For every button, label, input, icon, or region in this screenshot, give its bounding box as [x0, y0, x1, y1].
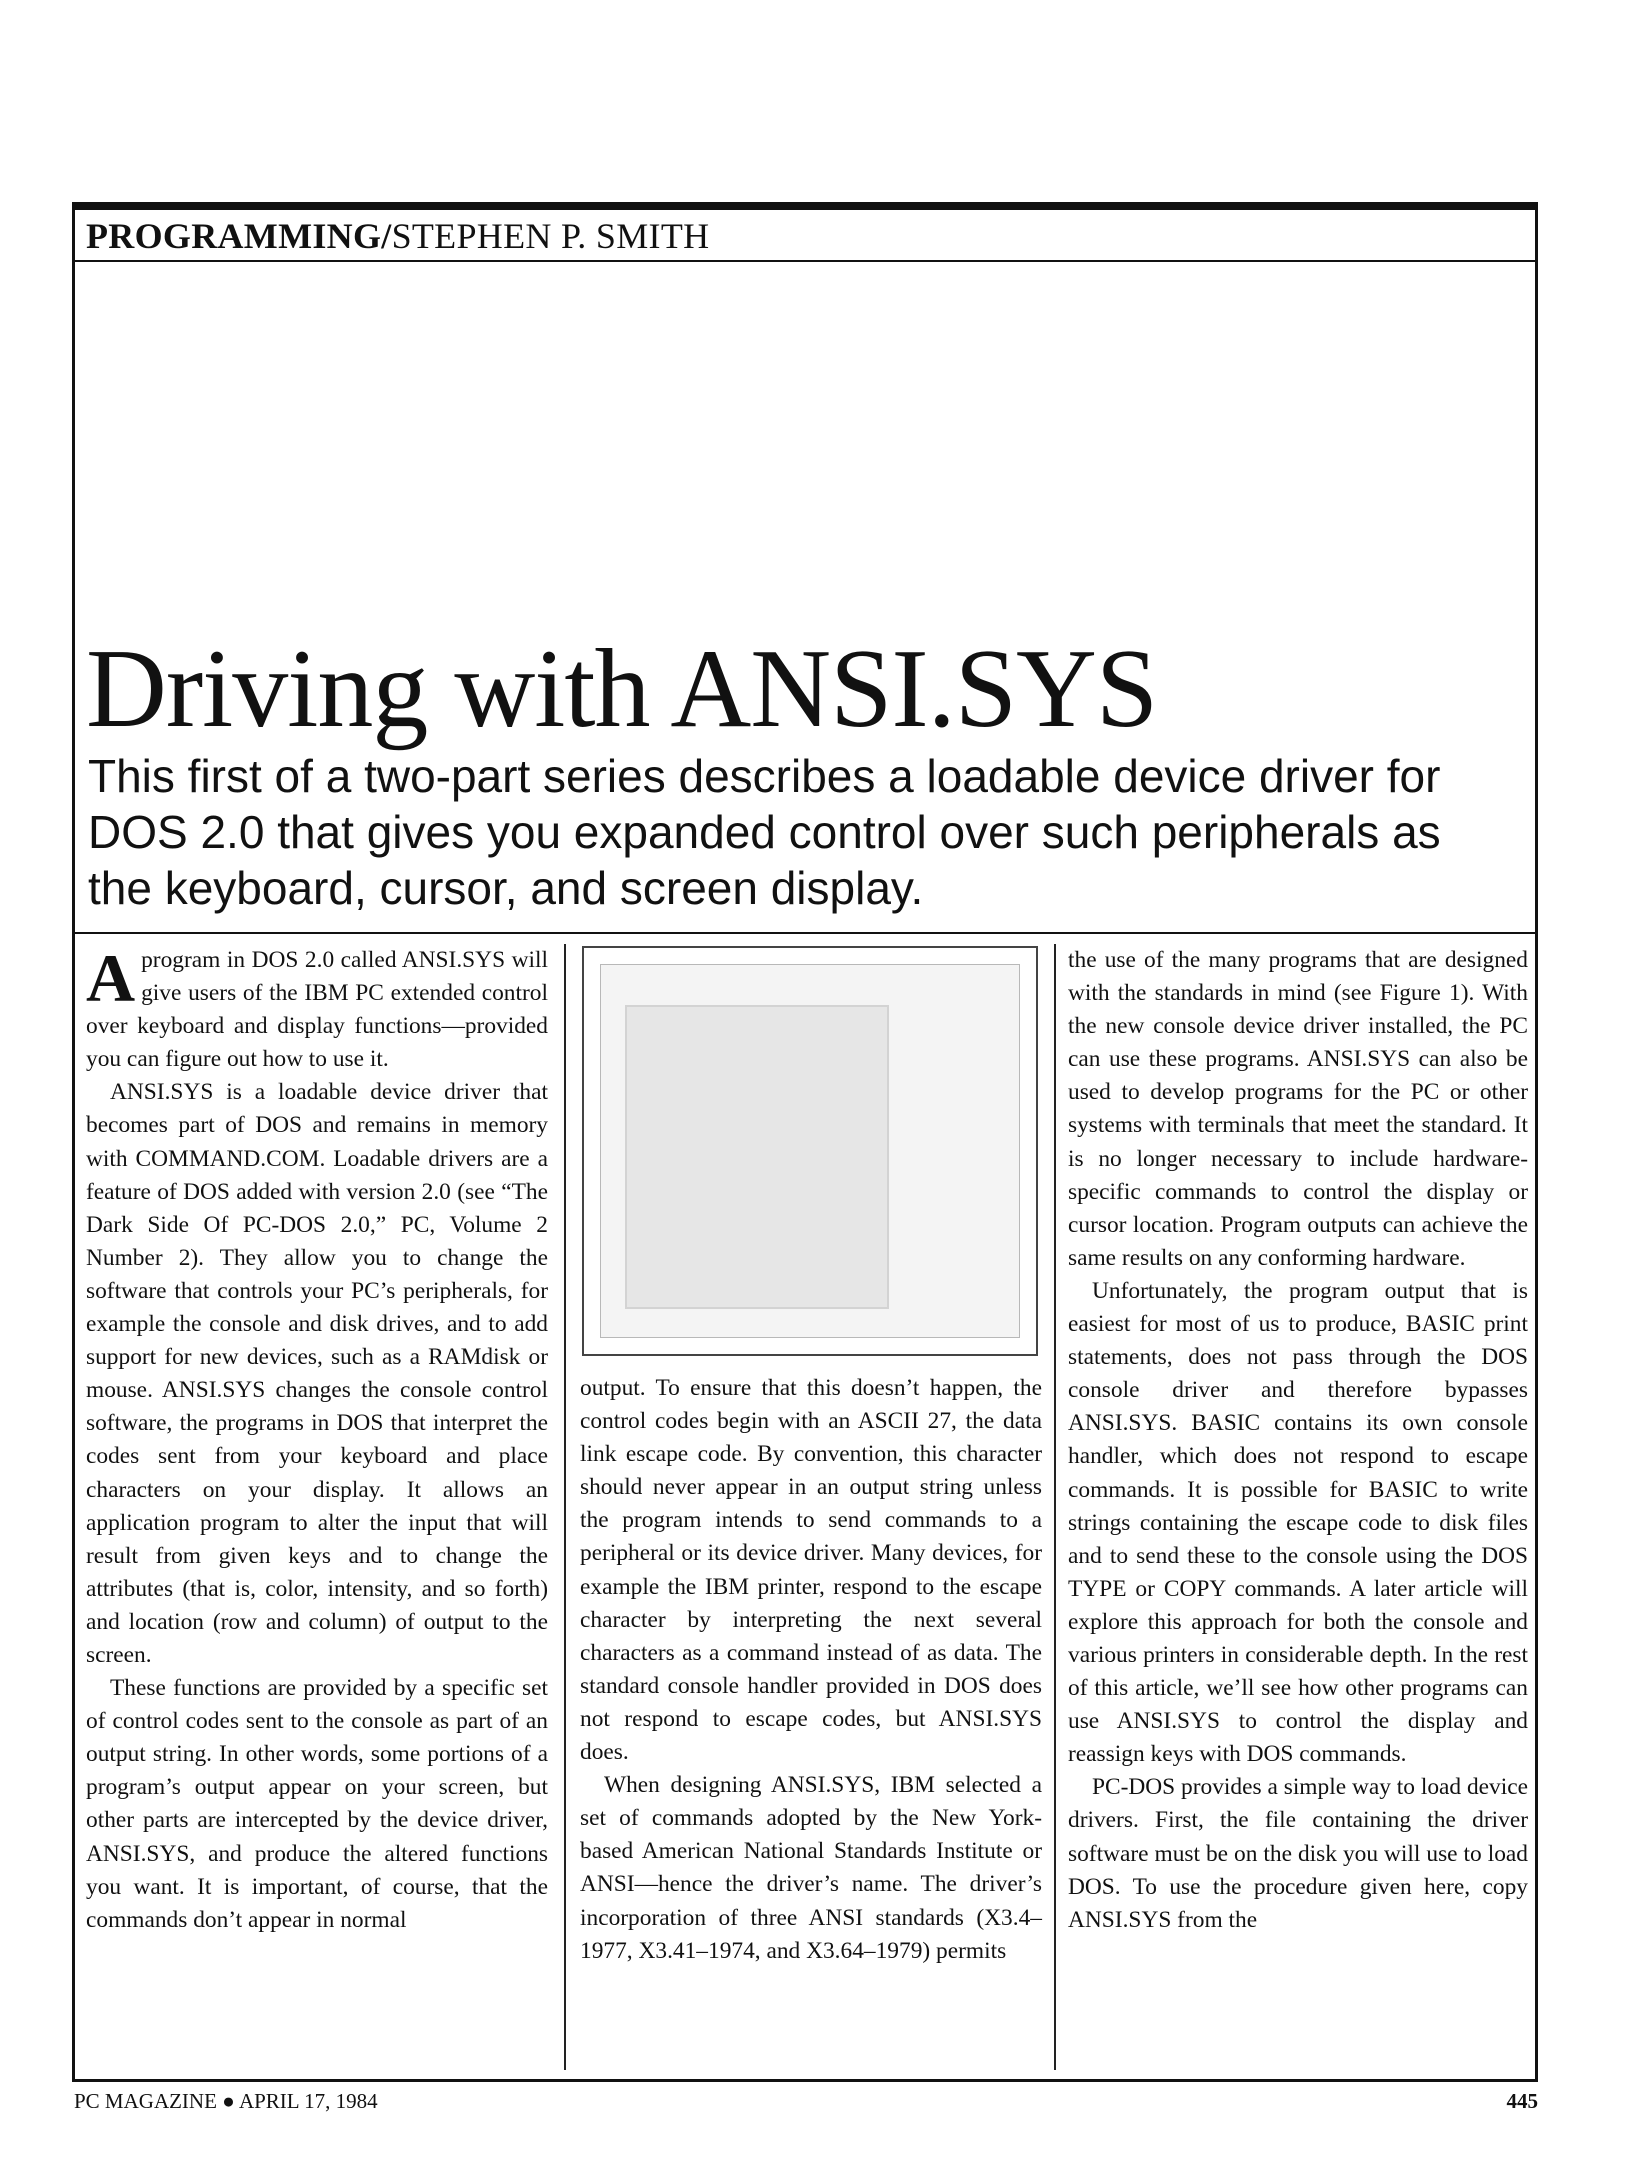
- paragraph: [86, 940, 548, 1076]
- paragraph-text: program in DOS 2.0 called ANSI.SYS will give users of the IBM PC extended control over keyboard and display functions—provided you can figure out how to use it.: [86, 947, 548, 1073]
- paragraph: These functions are provided by a specific set of control codes sent to the console as part of an output string. In other words, some portions of a program’s output appear on your screen, but other parts are intercepted by the device driver, ANSI.SYS, and produce the altered functions you want. It is important, of course, that the commands don’t appear in normal: [86, 1675, 548, 1933]
- body-column-3: [1068, 944, 1528, 1937]
- figure-photo: [582, 946, 1038, 1356]
- photo-area: [600, 964, 1020, 1338]
- paragraph: PC-DOS provides a simple way to load device drivers. First, the file containing the driver software must be on the disk you will use to load DOS. To use the procedure given here, copy ANSI.SYS from the: [1068, 1774, 1528, 1933]
- article-deck: This first of a two-part series describes a loadable device driver for DOS 2.0 that gives you expanded control over such peripherals as the keyboard, cursor, and screen display.: [88, 750, 1441, 914]
- paragraph: the use of the many programs that are designed with the standards in mind (see Figure 1). With the new console device driver installed, the PC can use these programs. ANSI.SYS can also be used to develop programs for the PC or other systems with terminals that meet the standard. It is no longer necessary to include hardware-specific commands to control the display or cursor location. Program outputs can achieve the same results on any conforming hardware.: [1068, 947, 1528, 1271]
- section-header: [72, 210, 1538, 262]
- deck-rule: [72, 932, 1538, 934]
- article-headline: Driving with ANSI.SYS: [86, 627, 1158, 751]
- paragraph: ANSI.SYS is a loadable device driver that becomes part of DOS and remains in memory with COMMAND.COM. Loadable drivers are a feature of DOS added with version 2.0 (see “The Dark Side Of PC-DOS 2.0,” PC, Volume 2 Number 2). They allow you to change the software that controls your PC’s peripherals, for example the console and disk drives, and to add support for new devices, such as a RAMdisk or mouse. ANSI.SYS changes the console control software, the programs in DOS that interpret the codes sent from your keyboard and place characters on your display. It allows an application program to alter the input that will result from given keys and to change the attributes (that is, color, intensity, and so forth) and location (row and column) of output to the screen.: [86, 1079, 548, 1668]
- author-byline: STEPHEN P. SMITH: [391, 216, 710, 256]
- paragraph: When designing ANSI.SYS, IBM selected a set of commands adopted by the New York-based American National Standards Institute or ANSI—hence the driver’s name. The driver’s incorporation of three ANSI standards (X3.4–1977, X3.41–1974, and X3.64–1979) permits: [580, 1772, 1042, 1964]
- paragraph: Unfortunately, the program output that is easiest for most of us to produce, BASIC print statements, does not pass through the DOS console driver and therefore bypasses ANSI.SYS. BASIC contains its own console handler, which does not respond to escape commands. It is possible for BASIC to write strings containing the escape code to disk files and to send these to the console using the DOS TYPE or COPY commands. A later article will explore this approach for both the console and various printers in considerable depth. In the rest of this article, we’ll see how other programs can use ANSI.SYS to control the display and reassign keys with DOS commands.: [1068, 1277, 1528, 1768]
- paragraph: output. To ensure that this doesn’t happen, the control codes begin with an ASCII 27, the data link escape code. By convention, this character should never appear in an output string unless the program intends to send commands to a peripheral or its device driver. Many devices, for example the IBM printer, respond to the escape character by interpreting the next several characters as a command instead of as data. The standard console handler provided in DOS does not respond to escape codes, but ANSI.SYS does.: [580, 1375, 1042, 1766]
- section-kicker: PROGRAMMING/: [86, 216, 392, 256]
- footer-publication: PC MAGAZINE ● APRIL 17, 1984: [74, 2089, 378, 2113]
- page-number: 445: [1506, 2089, 1538, 2113]
- drop-cap: A: [86, 940, 136, 1016]
- body-column-2: [580, 1372, 1042, 1968]
- photo-screen-shape: [625, 1005, 889, 1309]
- column-divider: [1054, 944, 1056, 2070]
- column-divider: [564, 944, 566, 2070]
- body-column-1: [86, 940, 548, 1937]
